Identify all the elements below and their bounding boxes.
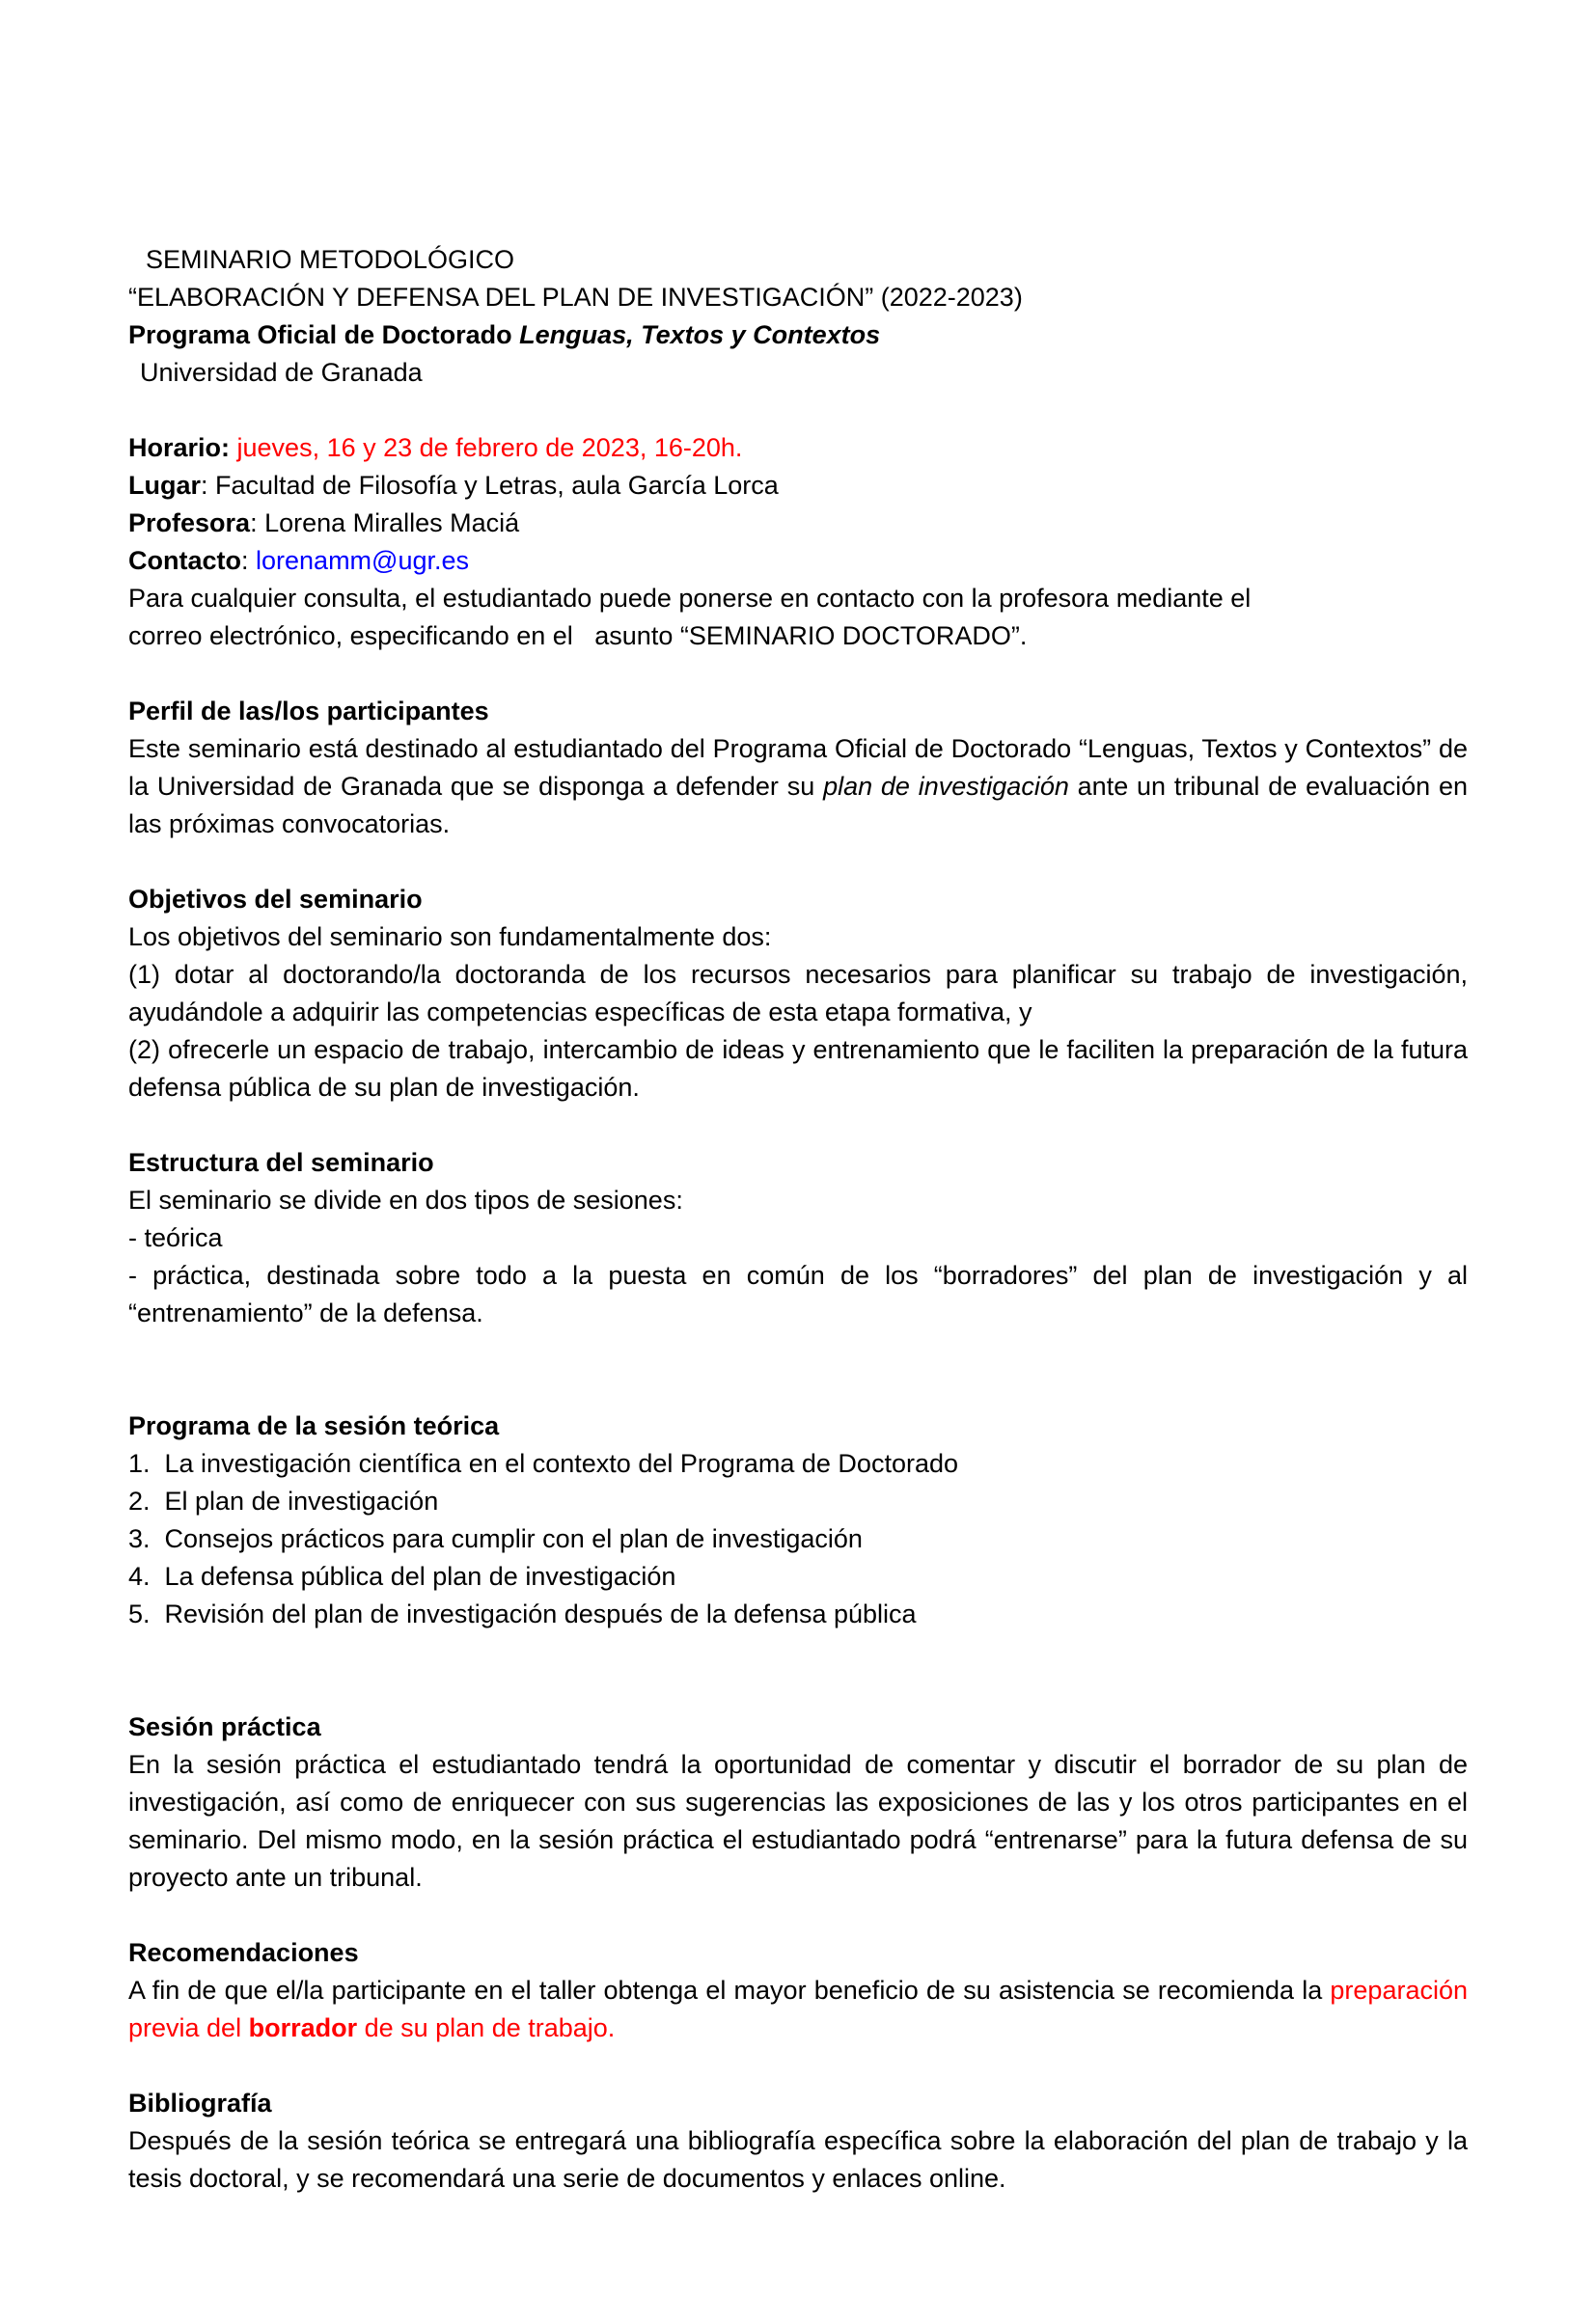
text-run: borrador [248,2013,358,2042]
heading-bibliografia [128,2085,1468,2122]
para-objetivo-2 [128,1031,1475,1107]
spacer [128,1332,1468,1370]
para-objetivo-1 [128,956,1475,1031]
text-run: - práctica, destinada sobre todo a la puesta en común de los “borradores” del plan de investigación y al “entrenamiento” de la defensa. [128,1261,1475,1327]
text-run: 3. Consejos prácticos para cumplir con el plan de investigación [128,1524,863,1553]
text-run: Profesora [128,508,251,537]
heading-perfil [128,693,1468,730]
text-run: 5. Revisión del plan de investigación después de la defensa pública [128,1599,917,1628]
text-run: de su plan de trabajo [357,2013,608,2042]
text-run: El seminario se divide en dos tipos de sesiones: [128,1186,683,1215]
text-run: A fin de que el/la participante en el taller obtenga el mayor beneficio de su asistencia se recomienda la [128,1976,1331,2005]
text-run: Los objetivos del seminario son fundamentalmente dos: [128,922,772,951]
spacer [128,1897,1468,1934]
text-run: Universidad de Granada [140,358,423,387]
info-contacto [128,542,1468,580]
text-run: (2) ofrecerle un espacio de trabajo, intercambio de ideas y entrenamiento que le faciliten la preparación de la futura defensa pública de su plan de investigación. [128,1035,1475,1102]
text-run: correo electrónico, especificando en el asunto “SEMINARIO DOCTORADO”. [128,621,1028,650]
text-run: Lenguas, Textos y Contextos [519,320,881,349]
list-item-teorica [128,1219,1468,1257]
heading-programa-teorica [128,1408,1468,1445]
text-run: Horario: [128,433,231,462]
text-run: Después de la sesión teórica se entregará una bibliografía específica sobre la elaboración del plan de trabajo y la tesis doctoral, y se recomendará una serie de documentos y enlaces online. [128,2126,1475,2193]
text-run: Perfil de las/los participantes [128,697,489,725]
text-run: (1) dotar al doctorando/la doctoranda de los recursos necesarios para planificar su trabajo de investigación, ayudándole a adquirir las competencias específicas de esta etapa formativa, y [128,960,1475,1026]
title-line [128,241,1468,279]
program-item-5 [128,1596,1468,1633]
text-run: : Lorena Miralles Maciá [250,508,520,537]
text-run: 1. La investigación científica en el contexto del Programa de Doctorado [128,1449,959,1478]
text-run: SEMINARIO METODOLÓGICO [146,245,515,274]
spacer [128,1671,1468,1709]
text-run: . [607,2013,616,2042]
spacer [128,655,1468,693]
text-run: Este seminario está destinado al estudiantado del Programa Oficial de Doctorado “Lenguas, Textos y Contextos” de la Universidad de Granada que se disponga a defender su [128,734,1475,801]
text-run: Recomendaciones [128,1938,359,1967]
university-line [128,354,1468,392]
program-item-1 [128,1445,1468,1483]
heading-sesion-practica [128,1709,1468,1746]
text-run: 2. El plan de investigación [128,1487,439,1516]
spacer [128,843,1468,881]
text-run: En la sesión práctica el estudiantado tendrá la oportunidad de comentar y discutir el borrador de su plan de investigación, así como de enriquecer con sus sugerencias las exposiciones de las y los otros participantes en el seminario. Del mismo modo, en la sesión práctica el estudiantado podrá “entrenarse” para la futura defensa de su proyecto ante un tribunal. [128,1750,1475,1892]
text-run: ante un tribunal de evaluación en las próximas convocatorias. [128,772,1475,838]
subtitle-line [128,279,1468,316]
spacer [128,1107,1468,1144]
para-estructura-intro [128,1182,1468,1219]
text-run: Sesión práctica [128,1712,321,1741]
text-run: : [241,546,257,575]
text-run: “ELABORACIÓN Y DEFENSA DEL PLAN DE INVESTIGACIÓN” (2022-2023) [128,283,1023,312]
spacer [128,392,1468,429]
text-run: 4. La defensa pública del plan de investigación [128,1562,676,1591]
text-run: plan de investigación [823,772,1069,801]
text-run: Lugar [128,471,202,500]
info-profesora [128,505,1468,542]
list-item-practica [128,1257,1475,1332]
para-recomendaciones [128,1972,1475,2047]
heading-recomendaciones [128,1934,1468,1972]
text-run: : Facultad de Filosofía y Letras, aula García Lorca [201,471,779,500]
text-run: Bibliografía [128,2089,272,2118]
text-run: Programa Oficial de Doctorado [128,320,520,349]
text-run: Contacto [128,546,241,575]
para-bibliografia [128,2122,1475,2198]
info-horario [128,429,1468,467]
email-link[interactable]: lorenamm@ugr.es [256,546,470,575]
text-run: Objetivos del seminario [128,885,423,914]
para-perfil [128,730,1475,843]
text-run: Estructura del seminario [128,1148,434,1177]
heading-estructura [128,1144,1468,1182]
heading-objetivos [128,881,1468,918]
text-run: jueves, 16 y 23 de febrero de 2023, 16-20h. [236,433,743,462]
program-item-2 [128,1483,1468,1520]
program-item-3 [128,1520,1468,1558]
para-objetivos-intro [128,918,1468,956]
text-run: preparación previa del [128,1976,1475,2042]
spacer [128,1633,1468,1671]
info-lugar [128,467,1468,505]
program-item-4 [128,1558,1468,1596]
para-sesion-practica [128,1746,1475,1897]
text-run: Programa de la sesión teórica [128,1411,500,1440]
spacer [128,2047,1468,2085]
text-run [230,433,237,462]
text-run: - teórica [128,1223,223,1252]
text-run: Para cualquier consulta, el estudiantado puede ponerse en contacto con la profesora mediante el [128,584,1252,613]
contact-note [128,580,1468,655]
spacer [128,1370,1468,1408]
program-title-line [128,316,1468,354]
